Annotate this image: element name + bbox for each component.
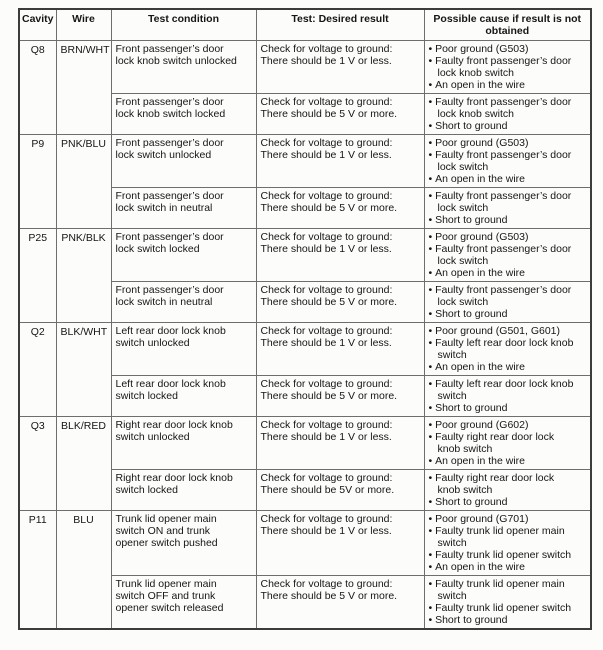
table-row <box>19 135 591 188</box>
cause-item: • Poor ground (G503) <box>429 137 576 149</box>
cause-item: • Faulty trunk lid opener main switch <box>429 578 576 602</box>
cause-item: • Poor ground (G701) <box>429 513 576 525</box>
cause-item: • Poor ground (G503) <box>429 231 576 243</box>
table-row <box>19 511 591 576</box>
cavity-cell: P11 <box>19 511 56 630</box>
cause-item: • Faulty trunk lid opener switch <box>429 549 576 561</box>
desired-result-cell <box>256 511 424 576</box>
result-line: Check for voltage to ground: <box>260 96 393 108</box>
cavity-cell: P9 <box>19 135 56 229</box>
result-line: There should be 5 V or more. <box>260 390 398 402</box>
test-condition-cell: Right rear door lock knob switch locked <box>111 470 256 511</box>
result-line: Check for voltage to ground: <box>260 472 393 484</box>
possible-cause-cell <box>424 417 591 470</box>
table-row <box>19 323 591 376</box>
test-condition-cell: Front passenger’s door lock switch unlocked <box>111 135 256 188</box>
result-line: Check for voltage to ground: <box>260 325 393 337</box>
cause-item: • An open in the wire <box>429 561 576 573</box>
wire-cell: PNK/BLK <box>56 229 111 323</box>
cause-item: • Faulty left rear door lock knob switch <box>429 337 576 361</box>
possible-cause-cell <box>424 576 591 630</box>
result-line: There should be 1 V or less. <box>260 431 392 443</box>
desired-result-cell <box>256 576 424 630</box>
result-line: Check for voltage to ground: <box>260 578 393 590</box>
result-line: There should be 1 V or less. <box>260 243 392 255</box>
test-condition-cell: Left rear door lock knob switch unlocked <box>111 323 256 376</box>
cause-item: • Short to ground <box>429 214 576 226</box>
cause-item: • Poor ground (G602) <box>429 419 576 431</box>
table-row <box>19 229 591 282</box>
cause-item: • An open in the wire <box>429 79 576 91</box>
result-line: There should be 5V or more. <box>260 484 395 496</box>
result-line: There should be 5 V or more. <box>260 296 398 308</box>
cause-item: • Poor ground (G503) <box>429 43 576 55</box>
wire-cell: BLK/WHT <box>56 323 111 417</box>
desired-result-cell <box>256 229 424 282</box>
possible-cause-cell <box>424 470 591 511</box>
column-header-test-condition: Test condition <box>111 9 256 41</box>
cause-item: • Short to ground <box>429 308 576 320</box>
cause-item: • Faulty trunk lid opener main switch <box>429 525 576 549</box>
cause-item: • Faulty front passenger’s door lock switch <box>429 190 576 214</box>
test-condition-cell: Front passenger’s door lock knob switch locked <box>111 94 256 135</box>
test-condition-cell: Left rear door lock knob switch locked <box>111 376 256 417</box>
wire-cell: BRN/WHT <box>56 41 111 135</box>
table-row <box>19 41 591 94</box>
cause-item: • Faulty trunk lid opener switch <box>429 602 576 614</box>
result-line: Check for voltage to ground: <box>260 43 393 55</box>
cause-item: • An open in the wire <box>429 267 576 279</box>
cause-item: • Faulty right rear door lock knob switch <box>429 431 576 455</box>
desired-result-cell <box>256 135 424 188</box>
desired-result-cell <box>256 94 424 135</box>
cause-item: • Faulty front passenger’s door lock knob switch <box>429 55 576 79</box>
cavity-cell: P25 <box>19 229 56 323</box>
cause-item: • An open in the wire <box>429 173 576 185</box>
cause-item: • Short to ground <box>429 120 576 132</box>
result-line: There should be 1 V or less. <box>260 525 392 537</box>
result-line: There should be 1 V or less. <box>260 149 392 161</box>
cause-item: • Short to ground <box>429 614 576 626</box>
cause-item: • Short to ground <box>429 496 576 508</box>
desired-result-cell <box>256 41 424 94</box>
possible-cause-cell <box>424 229 591 282</box>
result-line: There should be 5 V or more. <box>260 202 398 214</box>
possible-cause-cell <box>424 282 591 323</box>
result-line: There should be 5 V or more. <box>260 108 398 120</box>
possible-cause-cell <box>424 323 591 376</box>
test-condition-cell: Right rear door lock knob switch unlocked <box>111 417 256 470</box>
wire-cell: BLK/RED <box>56 417 111 511</box>
cavity-cell: Q3 <box>19 417 56 511</box>
desired-result-cell <box>256 417 424 470</box>
result-line: Check for voltage to ground: <box>260 190 393 202</box>
cause-item: • Faulty front passenger’s door lock switch <box>429 284 576 308</box>
table-row <box>19 417 591 470</box>
cause-item: • Faulty front passenger’s door lock switch <box>429 243 576 267</box>
result-line: Check for voltage to ground: <box>260 231 393 243</box>
test-condition-cell: Front passenger’s door lock knob switch unlocked <box>111 41 256 94</box>
column-header-possible-cause: Possible cause if result is not obtained <box>424 9 591 41</box>
desired-result-cell <box>256 323 424 376</box>
cause-item: • An open in the wire <box>429 455 576 467</box>
test-condition-cell: Front passenger’s door lock switch in neutral <box>111 282 256 323</box>
cause-item: • Faulty left rear door lock knob switch <box>429 378 576 402</box>
possible-cause-cell <box>424 94 591 135</box>
cavity-cell: Q2 <box>19 323 56 417</box>
possible-cause-cell <box>424 511 591 576</box>
column-header-desired-result: Test: Desired result <box>256 9 424 41</box>
result-line: There should be 1 V or less. <box>260 337 392 349</box>
possible-cause-cell <box>424 135 591 188</box>
result-line: Check for voltage to ground: <box>260 378 393 390</box>
result-line: There should be 1 V or less. <box>260 55 392 67</box>
header-row <box>19 9 591 41</box>
test-table <box>18 8 592 630</box>
possible-cause-cell <box>424 376 591 417</box>
test-condition-cell: Front passenger’s door lock switch in neutral <box>111 188 256 229</box>
cause-item: • Short to ground <box>429 402 576 414</box>
desired-result-cell <box>256 188 424 229</box>
cause-item: • Faulty front passenger’s door lock switch <box>429 149 576 173</box>
column-header-wire: Wire <box>56 9 111 41</box>
wire-cell: PNK/BLU <box>56 135 111 229</box>
result-line: Check for voltage to ground: <box>260 419 393 431</box>
test-condition-cell: Trunk lid opener main switch ON and trunk opener switch pushed <box>111 511 256 576</box>
possible-cause-cell <box>424 188 591 229</box>
cause-item: • Faulty right rear door lock knob switch <box>429 472 576 496</box>
cavity-cell: Q8 <box>19 41 56 135</box>
desired-result-cell <box>256 470 424 511</box>
result-line: Check for voltage to ground: <box>260 137 393 149</box>
possible-cause-cell <box>424 41 591 94</box>
cause-item: • An open in the wire <box>429 361 576 373</box>
cause-item: • Faulty front passenger’s door lock knob switch <box>429 96 576 120</box>
test-condition-cell: Trunk lid opener main switch OFF and trunk opener switch released <box>111 576 256 630</box>
result-line: Check for voltage to ground: <box>260 513 393 525</box>
result-line: There should be 5 V or more. <box>260 590 398 602</box>
column-header-cavity: Cavity <box>19 9 56 41</box>
result-line: Check for voltage to ground: <box>260 284 393 296</box>
desired-result-cell <box>256 376 424 417</box>
cause-item: • Poor ground (G501, G601) <box>429 325 576 337</box>
test-condition-cell: Front passenger’s door lock switch locked <box>111 229 256 282</box>
desired-result-cell <box>256 282 424 323</box>
wire-cell: BLU <box>56 511 111 630</box>
